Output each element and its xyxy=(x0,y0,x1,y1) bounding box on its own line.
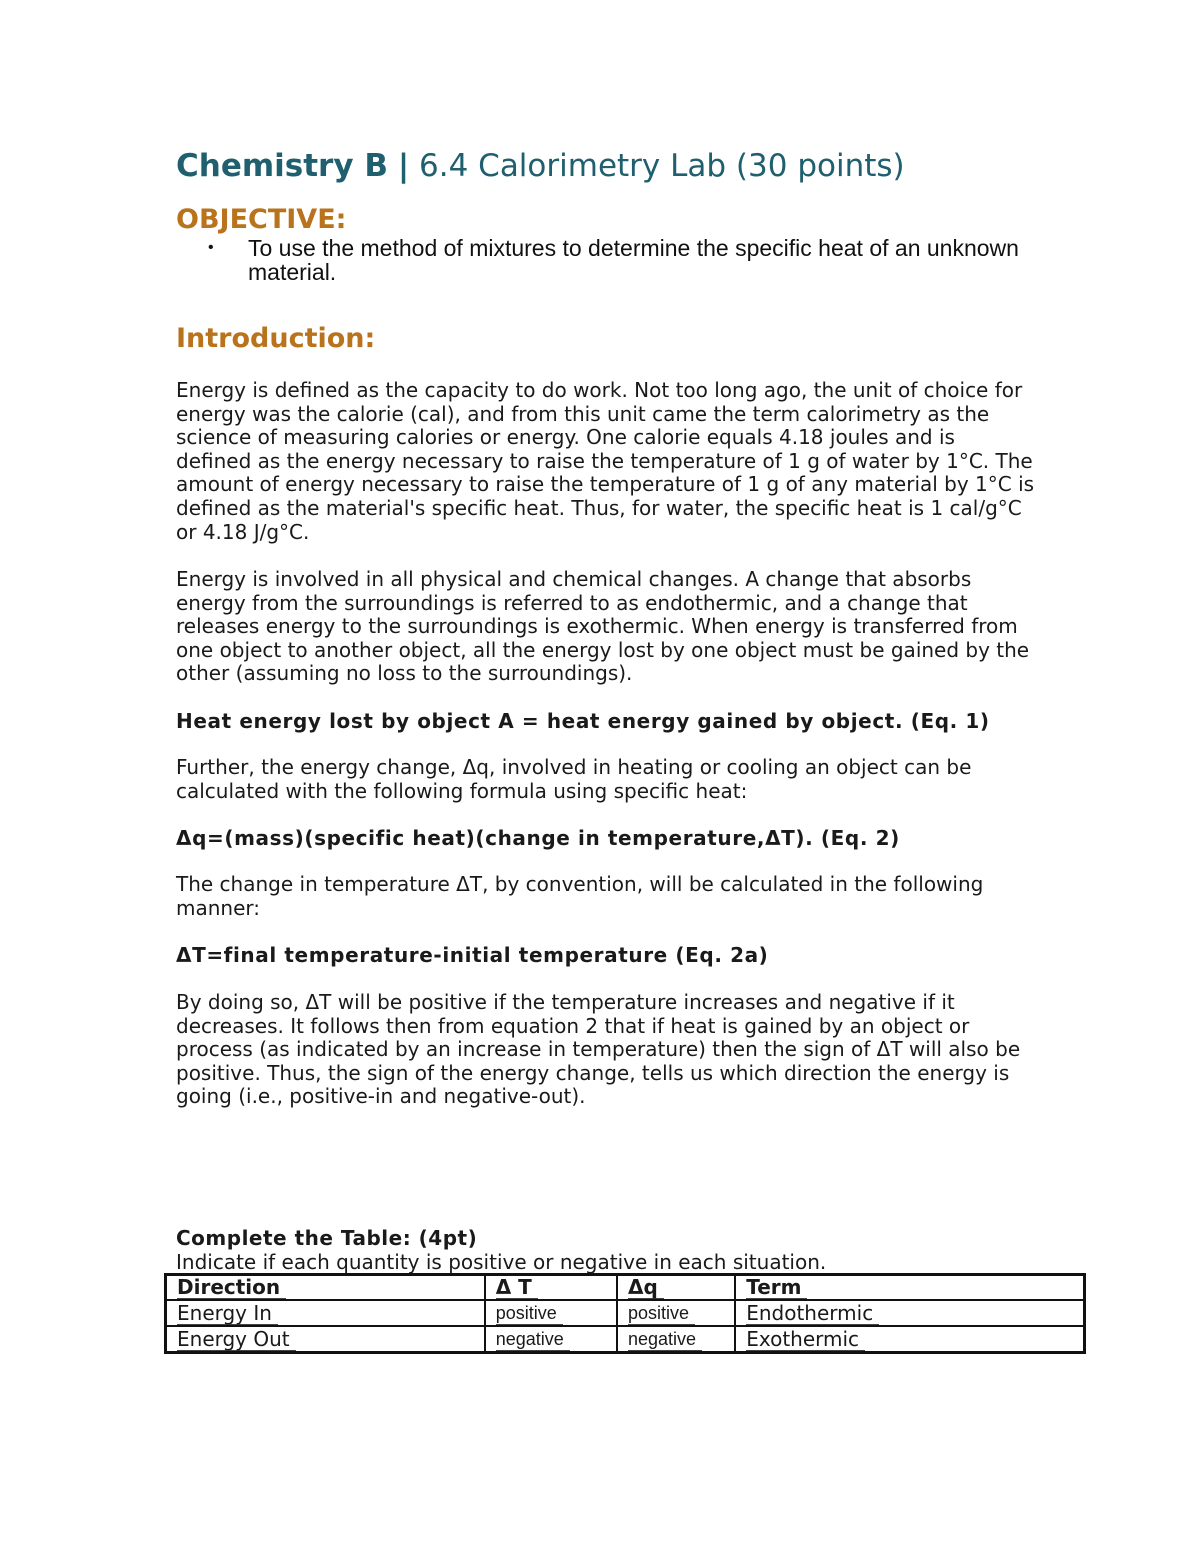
objective-heading: OBJECTIVE: xyxy=(176,204,347,235)
table-row xyxy=(166,1326,1085,1353)
introduction-heading: Introduction: xyxy=(176,323,376,354)
header-delta-t: Δ T xyxy=(485,1275,617,1301)
intro-paragraph-5: By doing so, ΔT will be positive if the temperature increases and negative if it decreases. It follows then from equation 2 that if heat is gained by an object or process (as indicated by an increase in temperature) then the sign of ΔT will also be positive. Thus, the sign of the energy change, tells us which direction the energy is going (i.e., positive-in and negative-out). xyxy=(176,990,1021,1109)
sign-table xyxy=(164,1273,1086,1354)
header-term: Term xyxy=(735,1275,1084,1301)
bullet-icon: • xyxy=(208,239,214,256)
cell-delta-t: negative xyxy=(485,1326,617,1353)
cell-delta-q: positive xyxy=(617,1300,735,1326)
intro-paragraph-1: Energy is defined as the capacity to do work. Not too long ago, the unit of choice for energy was the calorie (cal), and from this unit came the term calorimetry as the science of measuring calories or energy. One calorie equals 4.18 joules and is defined as the energy necessary to raise the temperature of 1 g of water by 1°C. The amount of energy necessary to raise the temperature of 1 g of any material by 1°C is defined as the material's specific heat. Thus, for water, the specific heat is 1 cal/g°C or 4.18 J/g°C. xyxy=(176,378,1035,544)
lab-title: 6.4 Calorimetry Lab (30 points) xyxy=(419,148,905,184)
cell-delta-t: positive xyxy=(485,1300,617,1326)
table-header-row xyxy=(166,1275,1085,1301)
cell-term: Endothermic xyxy=(735,1300,1084,1326)
equation-1: Heat energy lost by object A = heat energy gained by object. (Eq. 1) xyxy=(176,709,990,733)
table-row xyxy=(166,1300,1085,1326)
cell-delta-q: negative xyxy=(617,1326,735,1353)
objective-item xyxy=(208,236,1028,284)
objective-text: To use the method of mixtures to determine the specific heat of an unknown material. xyxy=(248,235,1019,285)
objective-list xyxy=(208,236,1028,284)
intro-paragraph-3: Further, the energy change, Δq, involved in heating or cooling an object can be calculated with the following formula using specific heat: xyxy=(176,755,972,803)
page-title xyxy=(176,148,905,184)
cell-direction: Energy Out xyxy=(166,1326,485,1353)
intro-paragraph-4: The change in temperature ΔT, by convention, will be calculated in the following manner: xyxy=(176,872,984,920)
table-instruction: Indicate if each quantity is positive or negative in each situation. xyxy=(176,1250,827,1274)
header-direction: Direction xyxy=(166,1275,485,1301)
cell-term: Exothermic xyxy=(735,1326,1084,1353)
intro-paragraph-2: Energy is involved in all physical and chemical changes. A change that absorbs energy from the surroundings is referred to as endothermic, and a change that releases energy to the surroundings is exothermic. When energy is transferred from one object to another object, all the energy lost by one object must be gained by the other (assuming no loss to the surroundings). xyxy=(176,567,1030,686)
equation-2: Δq=(mass)(specific heat)(change in temperature,ΔT). (Eq. 2) xyxy=(176,826,900,850)
header-delta-q: Δq xyxy=(617,1275,735,1301)
cell-direction: Energy In xyxy=(166,1300,485,1326)
equation-2a: ΔT=final temperature-initial temperature (Eq. 2a) xyxy=(176,943,769,967)
title-separator: | xyxy=(397,148,410,184)
table-title: Complete the Table: (4pt) xyxy=(176,1226,478,1250)
course-name: Chemistry B xyxy=(176,148,388,184)
